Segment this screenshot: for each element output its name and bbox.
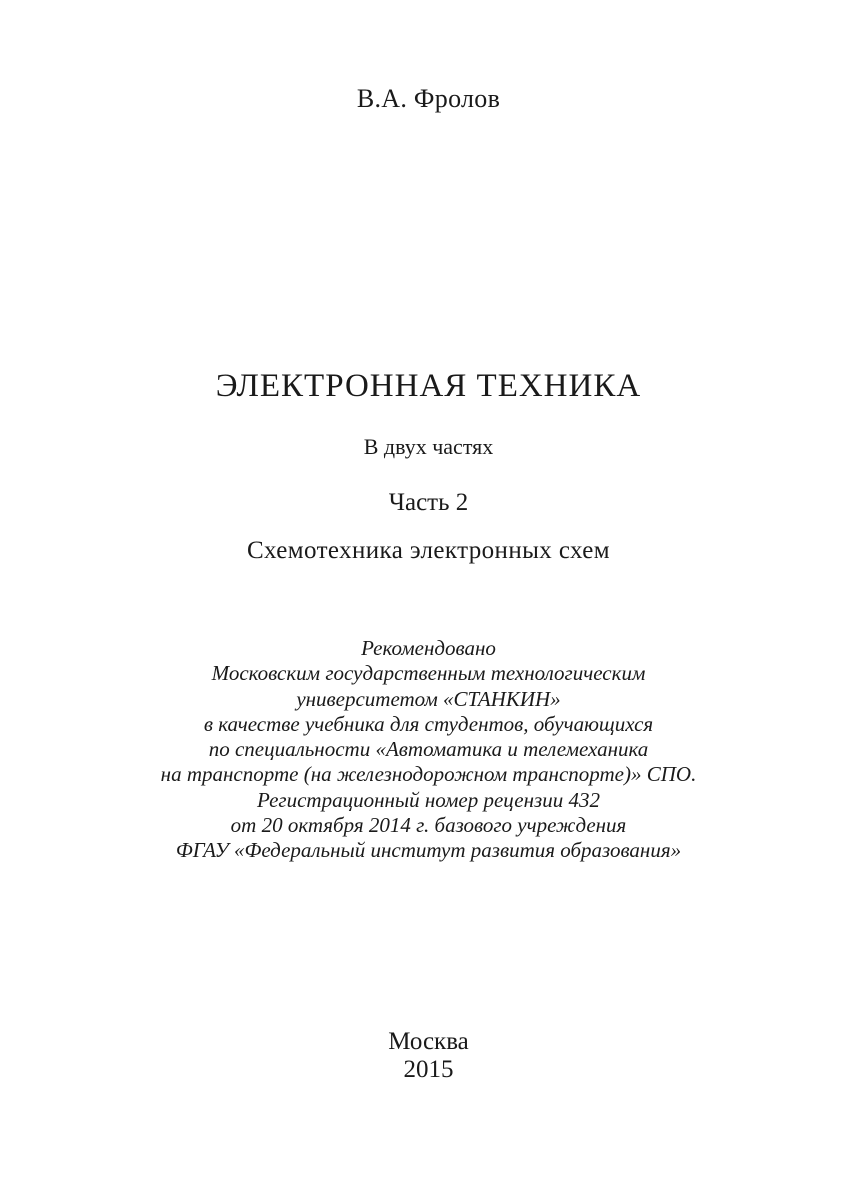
recommendation-line: университетом «СТАНКИН» [296,686,561,711]
book-subtitle: В двух частях [363,434,494,459]
recommendation-line: в качестве учебника для студентов, обучающихся [203,711,654,736]
part-title: Схемотехника электронных схем [246,537,611,564]
part-number: Часть 2 [388,489,469,516]
publication-city: Москва [388,1028,469,1055]
recommendation-block [0,636,857,864]
recommendation-line: Рекомендовано [361,636,496,660]
recommendation-line: Московским государственным технологическим [211,661,646,686]
publication-year: 2015 [403,1056,454,1083]
recommendation-line: по специальности «Автоматика и телемеханика [208,737,649,762]
recommendation-line: Регистрационный номер рецензии 432 [257,787,600,812]
recommendation-line: от 20 октября 2014 г. базового учреждения [230,813,627,838]
recommendation-line: ФГАУ «Федеральный институт развития образования» [175,838,682,863]
author-name: В.А. Фролов [356,84,501,113]
book-title: ЭЛЕКТРОННАЯ ТЕХНИКА [215,368,642,404]
recommendation-line: на транспорте (на железнодорожном транспорте)» СПО. [160,762,697,787]
